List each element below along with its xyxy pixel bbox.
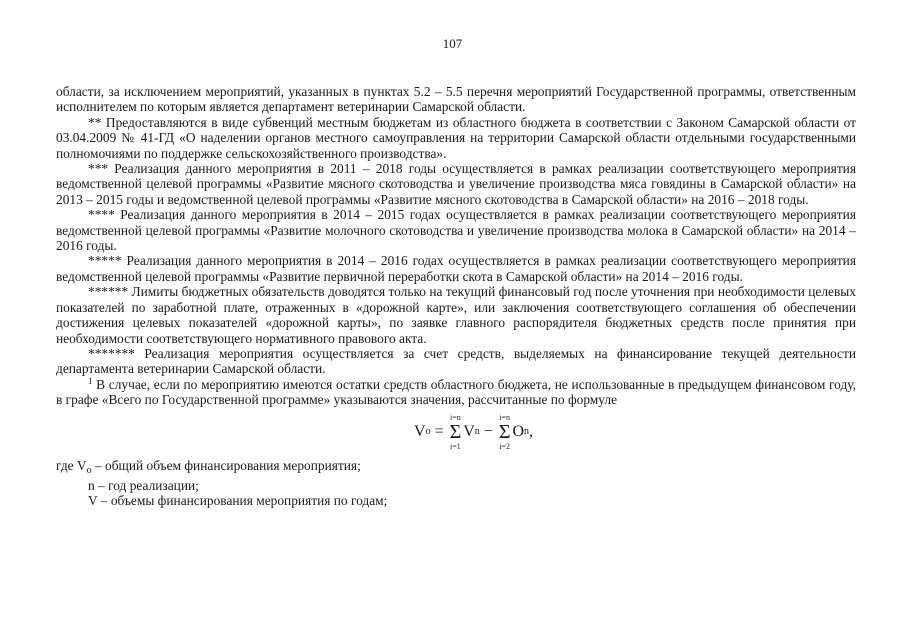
formula-lhs: V [414, 422, 426, 440]
formula-block [56, 410, 856, 454]
summation-1-lower: i=1 [450, 441, 461, 451]
formula [414, 410, 533, 454]
sigma-symbol: Σ [449, 420, 462, 443]
footnote-6-stars: ****** Лимиты бюджетных обязательств доводятся только на текущий финансовый год после уточнения при необходимости целевых показателей по заработной плате, отраженных в «дорожной карте», или заключения соответствующего соглашения об обеспечении достижения целевых показателей «дорожной карты», по заявке главного распорядителя бюджетных средств после принятия при необходимости соответствующего нормативного правового акта. [56, 284, 856, 346]
footnote-5-stars: ***** Реализация данного мероприятия в 2014 – 2016 годах осуществляется в рамках реализации соответствующего мероприятия ведомственной целевой программы «Развитие первичной переработки скота в Самарской области» на 2014 – 2016 годы. [56, 253, 856, 284]
footnote-2-stars: ** Предоставляются в виде субвенций местным бюджетам из областного бюджета в соответствии с Законом Самарской области от 03.04.2009 № 41-ГД «О наделении органов местного самоуправления на территории Самарской области отдельными государственными полномочиями по поддержке сельскохозяйственного производства». [56, 114, 856, 161]
definition-vo-prefix: где V [56, 457, 87, 473]
formula-term-1-subscript: n [474, 425, 480, 437]
summation-1 [450, 413, 462, 451]
definition-vo-text: – общий объем финансирования мероприятия; [91, 457, 361, 473]
footnote-3-stars: *** Реализация данного мероприятия в 2011 – 2018 годы осуществляется в рамках реализации соответствующего мероприятия ведомственной целевой программы «Развитие мясного скотоводства и увеличение производства мяса говядины в Самарской области» на 2013 – 2015 годы и ведомственной целевой программы «Развитие мясного скотоводства в Самарской области» на 2016 – 2018 годы. [56, 161, 856, 207]
formula-trailing-comma: , [529, 422, 534, 440]
definition-v: V – объемы финансирования мероприятия по годам; [88, 493, 388, 509]
paragraph-continuation: области, за исключением мероприятий, указанных в пунктах 5.2 – 5.5 перечня мероприятий Государственной программы, ответственным исполнителем по которым является департамент ветеринарии Самарской области. [56, 84, 856, 115]
formula-term-2: O [512, 422, 525, 440]
formula-equals: = [434, 422, 444, 440]
formula-definitions [56, 458, 856, 509]
summation-1-upper: i=n [450, 412, 461, 422]
footnote-superscript-1 [56, 377, 856, 408]
footnote-7-stars: ******* Реализация мероприятия осуществляется за счет средств, выделяемых на финансирование текущей деятельности департамента ветеринарии Самарской области. [56, 345, 856, 377]
formula-term-2-subscript: n [524, 425, 530, 437]
formula-minus: − [483, 422, 493, 440]
summation-2-lower: i=2 [499, 441, 511, 451]
summation-2 [499, 413, 511, 451]
page-number: 107 [442, 36, 463, 51]
footnote-text: В случае, если по мероприятию имеются остатки средств областного бюджета, не использованные в предыдущем финансовом году, в графе «Всего по Государственной программе» указываются значения, рассчитанные по формуле [56, 376, 856, 408]
formula-lhs-subscript: o [425, 425, 431, 437]
footnote-marker: 1 [88, 375, 93, 386]
footnote-4-stars: **** Реализация данного мероприятия в 2014 – 2015 годах осуществляется в рамках реализации соответствующего мероприятия ведомственной целевой программы «Развитие молочного скотоводства и увеличение производства молока в Самарской области» на 2014 – 2016 годы. [56, 207, 856, 254]
definition-n: n – год реализации; [88, 477, 199, 493]
definition-vo [56, 458, 856, 478]
formula-term-1: V [463, 422, 475, 440]
sigma-symbol: Σ [498, 420, 511, 443]
definition-vo-subscript: o [86, 464, 92, 476]
summation-2-upper: i=n [499, 412, 511, 422]
document-body [56, 84, 856, 509]
